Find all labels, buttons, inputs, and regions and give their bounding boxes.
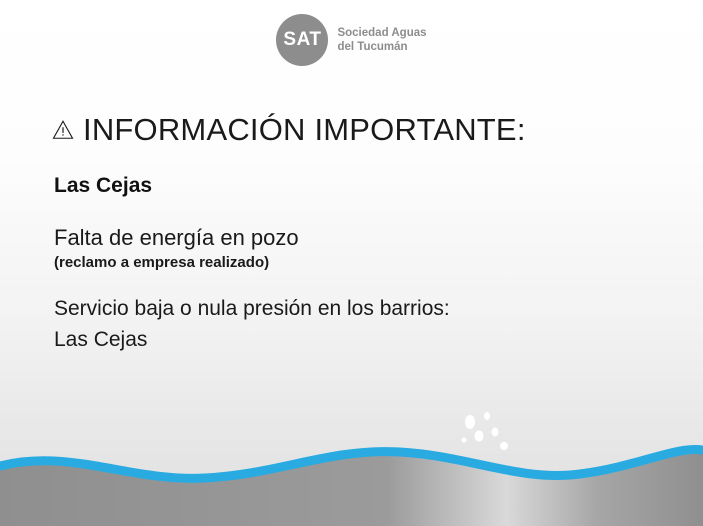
service-status-line1: Servicio baja o nula presión en los barrios:: [54, 297, 450, 320]
brand-name-line2: del Tucumán: [337, 41, 408, 53]
title-row: [52, 112, 662, 148]
sat-circle-logo-icon: SAT: [276, 14, 328, 66]
service-status-line2: Las Cejas: [54, 328, 148, 351]
brand-logo: [0, 14, 703, 66]
issue-text: Falta de energía en pozo: [54, 225, 299, 250]
wave-grey-band: [0, 451, 703, 526]
warning-triangle-icon: [52, 119, 74, 141]
brand-name: [337, 26, 426, 54]
water-droplets-icon: [461, 412, 508, 450]
location-subtitle: Las Cejas: [54, 174, 153, 197]
issue-note: (reclamo a empresa realizado): [54, 254, 270, 271]
brand-name-line1: Sociedad Aguas: [337, 27, 427, 39]
page-title: INFORMACIÓN IMPORTANTE:: [83, 112, 526, 147]
water-wave-graphic: [0, 406, 703, 526]
slide-content: [52, 112, 662, 355]
